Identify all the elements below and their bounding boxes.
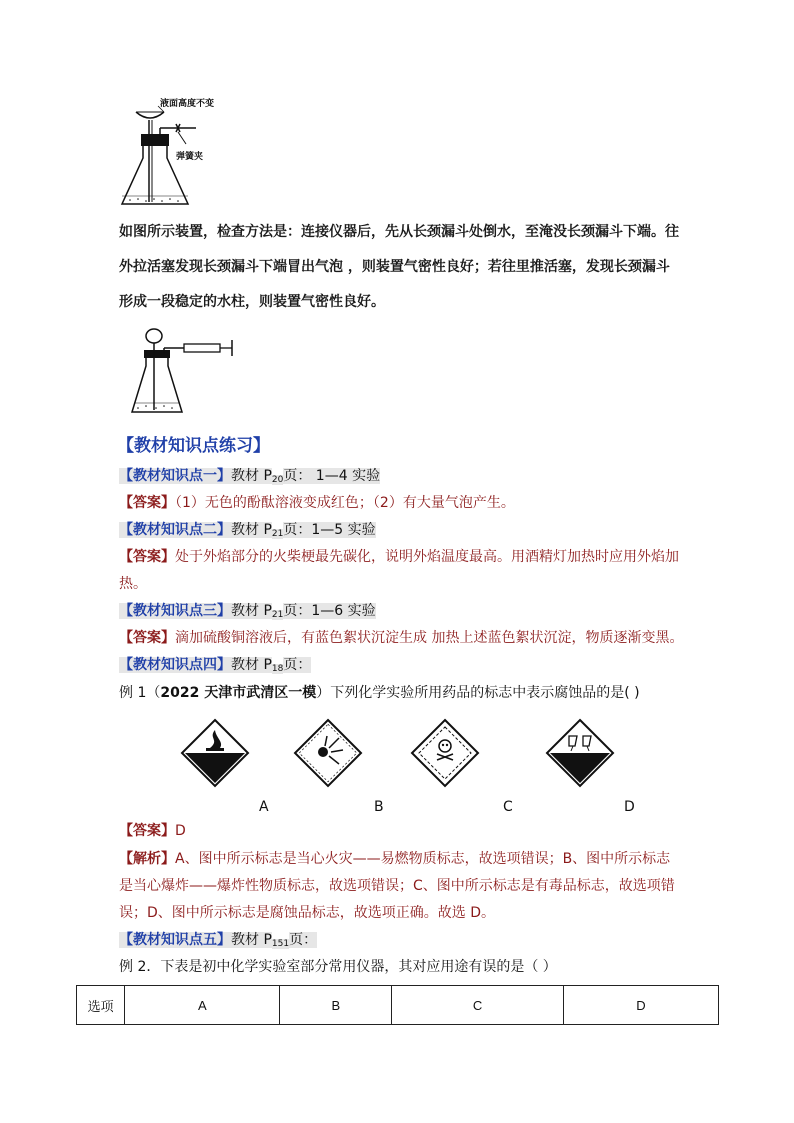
answer-3: 【答案】滴加硫酸铜溶液后，有蓝色絮状沉淀生成 加热上述蓝色絮状沉淀，物质逐渐变黑。 [119, 630, 684, 646]
answer-1: 【答案】（1）无色的酚酞溶液变成红色；（2）有大量气泡产生。 [119, 495, 515, 511]
example-1-analysis-line-2: 是当心爆炸——爆炸性物质标志，故选项错误；C、图中所示标志是有毒品标志，故选项错 [119, 878, 675, 894]
knowledge-point-5: 【教材知识点五】教材 $P_{151}$页： [119, 932, 318, 949]
knowledge-point-1: 【教材知识点一】教材 $P_{20}$页： 1—4 实验 [119, 468, 381, 485]
option-label-a: A [259, 799, 269, 815]
option-label-c: C [503, 799, 513, 815]
table-header-cell: A [125, 986, 280, 1025]
paragraph-line-3: 形成一段稳定的水柱，则装置气密性良好。 [119, 294, 385, 310]
example-1-answer: 【答案】D [119, 823, 186, 839]
table-header-row [77, 986, 719, 1025]
table-header-cell: 选项 [77, 986, 125, 1025]
example-1-question: 例 1（2022 天津市武清区一模）下列化学实验所用药品的标志中表示腐蚀品的是( ) [119, 685, 640, 701]
option-label-b: B [374, 799, 384, 815]
answer-2-line-2: 热。 [119, 576, 147, 592]
hazard-sign-flammable-icon [180, 718, 250, 788]
hazard-sign-toxic-icon [410, 718, 480, 788]
example-2-table [76, 985, 719, 1025]
option-label-d: D [624, 799, 635, 815]
knowledge-point-4: 【教材知识点四】教材 $P_{18}$页： [119, 657, 312, 674]
table-header-cell: B [280, 986, 392, 1025]
apparatus-figure-2 [126, 326, 238, 418]
table-header-cell: C [392, 986, 564, 1025]
knowledge-point-2: 【教材知识点二】教材 $P_{21}$页：1—5 实验 [119, 522, 376, 539]
section-title: 【教材知识点练习】 [117, 436, 270, 456]
example-1-analysis-line-3: 误；D、图中所示标志是腐蚀品标志，故选项正确。故选 D。 [119, 905, 496, 921]
apparatus-figure-1 [110, 92, 220, 210]
example-1-analysis-line-1: 【解析】A、图中所示标志是当心火灾——易燃物质标志，故选项错误；B、图中所示标志 [119, 851, 671, 867]
paragraph-line-1: 如图所示装置，检查方法是：连接仪器后，先从长颈漏斗处倒水，至淹没长颈漏斗下端。往 [119, 224, 679, 240]
hazard-sign-explosive-icon [293, 718, 363, 788]
flask-funnel-clamp-diagram [110, 92, 220, 210]
figure-label-spring-clamp: 弹簧夹 [176, 152, 204, 162]
figure-label-liquid-level: 液面高度不变 [160, 99, 215, 109]
example-2-question: 例 2．下表是初中化学实验室部分常用仪器，其对应用途有误的是（ ） [119, 959, 557, 975]
table-header-cell: D [563, 986, 718, 1025]
knowledge-point-3: 【教材知识点三】教材 $P_{21}$页：1—6 实验 [119, 603, 376, 620]
paragraph-line-2: 外拉活塞发现长颈漏斗下端冒出气泡 ，则装置气密性良好；若往里推活塞，发现长颈漏斗 [119, 259, 670, 275]
answer-2-line-1: 【答案】处于外焰部分的火柴梗最先碳化，说明外焰温度最高。用酒精灯加热时应用外焰加 [119, 549, 679, 565]
flask-syringe-diagram [126, 326, 238, 418]
hazard-sign-corrosive-icon [545, 718, 615, 788]
